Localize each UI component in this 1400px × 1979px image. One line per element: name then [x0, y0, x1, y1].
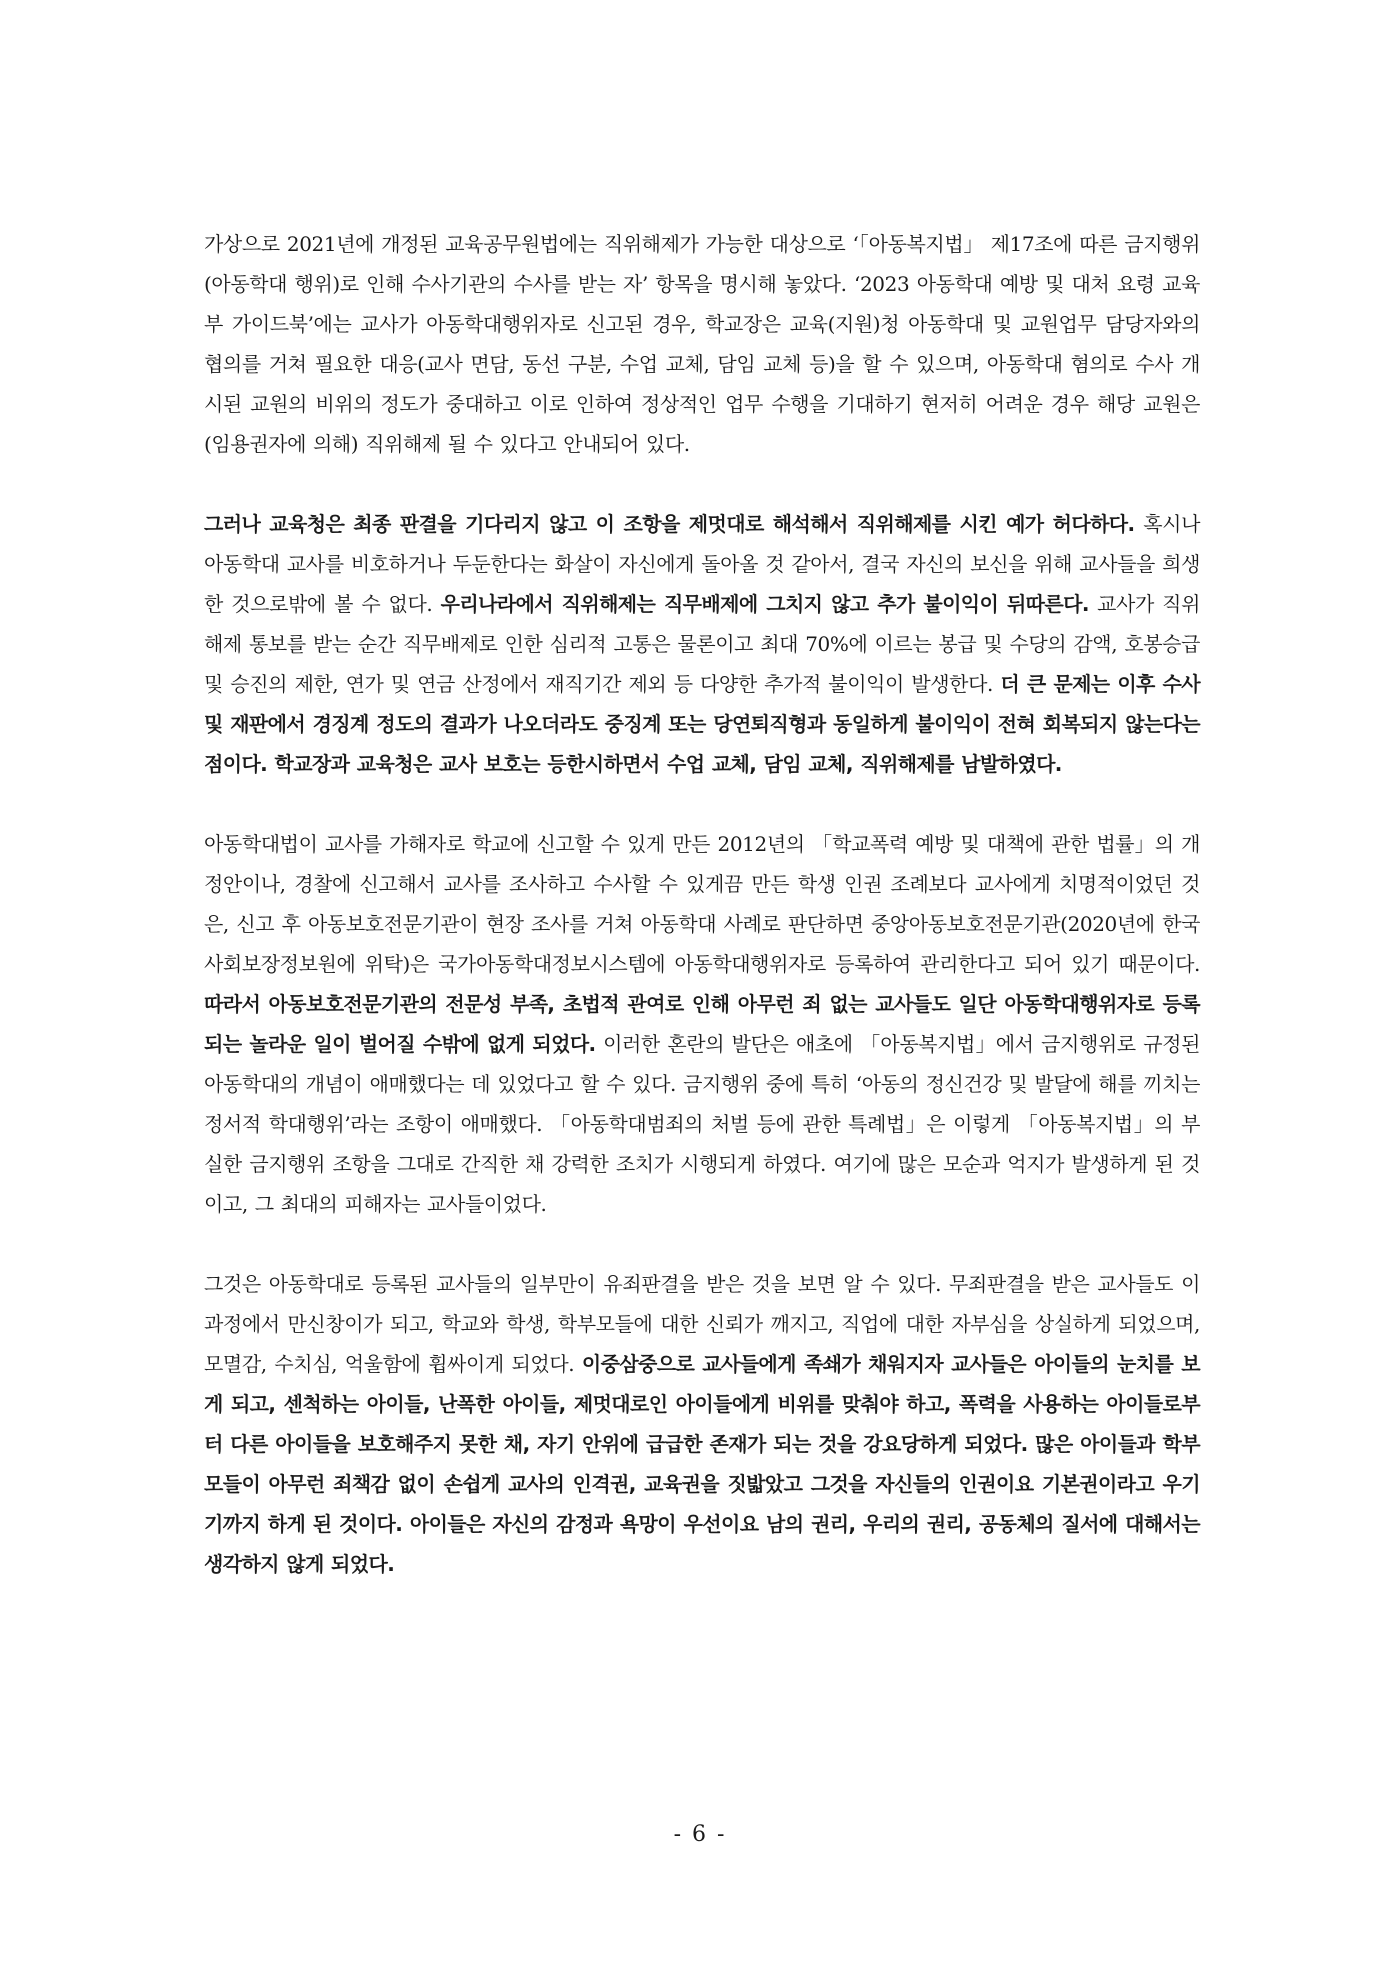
bold-segment: 그러나 교육청은 최종 판결을 기다리지 않고 이 조항을 제멋대로 해석해서 직위해제를 시킨 예가 허다하다.	[204, 512, 1135, 536]
paragraph-segment: 가상으로 2021년에 개정된 교육공무원법에는 직위해제가 가능한 대상으로 ‘「아동복지법」 제17조에 따른 금지행위(아동학대 행위)로 인해 수사기관의 수사를 받는 자’ 항목을 명시해 놓았다. ‘2023 아동학대 예방 및 대처 요령 교육부 가이드북’에는 교사가 아동학대행위자로 신고된 경우, 학교장은 교육(지원)청 아동학대 및 교원업무 담당자와의 협의를 거쳐 필요한 대응(교사 면담, 동선 구분, 수업 교체, 담임 교체 등)을 할 수 있으며, 아동학대 혐의로 수사 개시된 교원의 비위의 정도가 중대하고 이로 인하여 정상적인 업무 수행을 기대하기 현저히 어려운 경우 해당 교원은 (임용권자에 의해) 직위해제 될 수 있다고 안내되어 있다.	[204, 232, 1200, 456]
paragraph-3	[204, 824, 1200, 1224]
bold-segment: 우리나라에서 직위해제는 직무배제에 그치지 않고 추가 불이익이 뒤따른다.	[440, 592, 1089, 616]
paragraph-segment: 교사가 직위해제 통보를 받는 순간 직무배제로 인한 심리적 고통은 물론이고 최대 70%에 이르는 봉급 및 수당의 감액, 호봉승급 및 승진의 제한, 연가 및 연금 산정에서 재직기간 제외 등 다양한 추가적 불이익이 발생한다.	[204, 592, 1201, 696]
paragraph-4	[204, 1264, 1200, 1584]
paragraph-2	[204, 504, 1200, 784]
page-number: - 6 -	[673, 1822, 727, 1847]
bold-segment: 더 큰 문제는 이후 수사 및 재판에서 경징계 정도의 결과가 나오더라도 중징계 또는 당연퇴직형과 동일하게 불이익이 전혀 회복되지 않는다는 점이다. 학교장과 교육청은 교사 보호는 등한시하면서 수업 교체, 담임 교체, 직위해제를 남발하였다.	[204, 672, 1200, 776]
paragraph-segment: 이러한 혼란의 발단은 애초에 「아동복지법」에서 금지행위로 규정된 아동학대의 개념이 애매했다는 데 있었다고 할 수 있다. 금지행위 중에 특히 ‘아동의 정신건강 및 발달에 해를 끼치는 정서적 학대행위’라는 조항이 애매했다. 「아동학대범죄의 처벌 등에 관한 특례법」은 이렇게 「아동복지법」의 부실한 금지행위 조항을 그대로 간직한 채 강력한 조치가 시행되게 하였다. 여기에 많은 모순과 억지가 발생하게 된 것이고, 그 최대의 피해자는 교사들이었다.	[204, 1032, 1200, 1216]
paragraph-1	[204, 224, 1200, 464]
paragraph-segment: 아동학대법이 교사를 가해자로 학교에 신고할 수 있게 만든 2012년의 「학교폭력 예방 및 대책에 관한 법률」의 개정안이나, 경찰에 신고해서 교사를 조사하고 수사할 수 있게끔 만든 학생 인권 조례보다 교사에게 치명적이었던 것은, 신고 후 아동보호전문기관이 현장 조사를 거쳐 아동학대 사례로 판단하면 중앙아동보호전문기관(2020년에 한국사회보장정보원에 위탁)은 국가아동학대정보시스템에 아동학대행위자로 등록하여 관리한다고 되어 있기 때문이다.	[204, 832, 1200, 976]
bold-segment: 따라서 아동보호전문기관의 전문성 부족, 초법적 관여로 인해 아무런 죄 없는 교사들도 일단 아동학대행위자로 등록되는 놀라운 일이 벌어질 수밖에 없게 되었다.	[204, 992, 1200, 1056]
bold-segment: 이중삼중으로 교사들에게 족쇄가 채워지자 교사들은 아이들의 눈치를 보게 되고, 센척하는 아이들, 난폭한 아이들, 제멋대로인 아이들에게 비위를 맞춰야 하고, 폭력을 사용하는 아이들로부터 다른 아이들을 보호해주지 못한 채, 자기 안위에 급급한 존재가 되는 것을 강요당하게 되었다. 많은 아이들과 학부모들이 아무런 죄책감 없이 손쉽게 교사의 인격권, 교육권을 짓밟았고 그것을 자신들의 인권이요 기본권이라고 우기기까지 하게 된 것이다. 아이들은 자신의 감정과 욕망이 우선이요 남의 권리, 우리의 권리, 공동체의 질서에 대해서는 생각하지 않게 되었다.	[204, 1352, 1201, 1576]
paragraph-segment: 그것은 아동학대로 등록된 교사들의 일부만이 유죄판결을 받은 것을 보면 알 수 있다. 무죄판결을 받은 교사들도 이 과정에서 만신창이가 되고, 학교와 학생, 학부모들에 대한 신뢰가 깨지고, 직업에 대한 자부심을 상실하게 되었으며, 모멸감, 수치심, 억울함에 휩싸이게 되었다.	[204, 1272, 1200, 1376]
body-text	[204, 224, 1200, 1624]
paragraph-segment: 혹시나 아동학대 교사를 비호하거나 두둔한다는 화살이 자신에게 돌아올 것 같아서, 결국 자신의 보신을 위해 교사들을 희생한 것으로밖에 볼 수 없다.	[204, 512, 1200, 616]
